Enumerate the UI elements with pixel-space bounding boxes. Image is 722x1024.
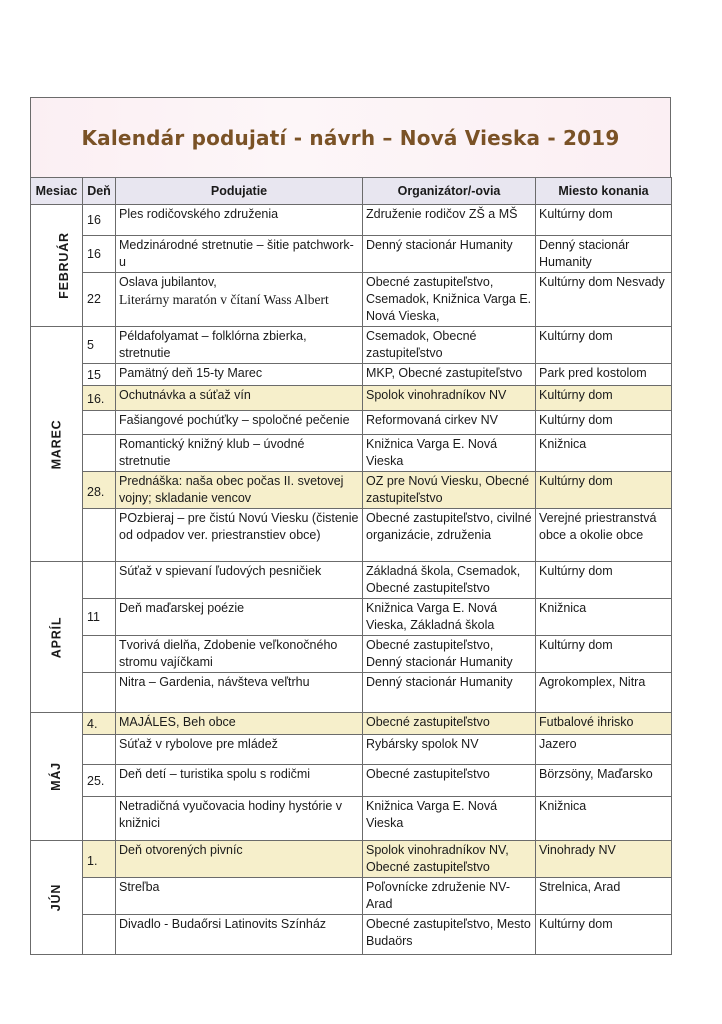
place-cell: Vinohrady NV [536, 841, 672, 878]
organizer-cell: Obecné zastupiteľstvo, Csemadok, Knižnica Varga E. Nová Vieska, [363, 273, 536, 327]
header-day: Deň [83, 178, 116, 205]
event-cell: Deň maďarskej poézie [116, 599, 363, 636]
event-line: Oslava jubilantov, [119, 275, 217, 289]
table-row [31, 205, 672, 236]
organizer-cell: Denný stacionár Humanity [363, 673, 536, 713]
table-row [31, 673, 672, 713]
calendar-page [30, 97, 671, 955]
header-row [31, 178, 672, 205]
month-label: FEBRUÁR [56, 232, 71, 299]
header-organizer: Organizátor/-ovia [363, 178, 536, 205]
event-cell: Nitra – Gardenia, návšteva veľtrhu [116, 673, 363, 713]
table-row-highlighted [31, 713, 672, 735]
month-cell-june [31, 841, 83, 955]
organizer-cell: Knižnica Varga E. Nová Vieska [363, 797, 536, 841]
place-cell: Park pred kostolom [536, 364, 672, 386]
table-row [31, 509, 672, 562]
table-row [31, 273, 672, 327]
header-place: Miesto konania [536, 178, 672, 205]
month-label: JÚN [49, 883, 63, 912]
organizer-cell: OZ pre Novú Viesku, Obecné zastupiteľstvo [363, 472, 536, 509]
month-label: MÁJ [48, 762, 63, 791]
event-cell: Példafolyamat – folklórna zbierka, stretnutie [116, 327, 363, 364]
event-cell: Divadlo - Budaőrsi Latinovits Színház [116, 915, 363, 955]
organizer-cell: Obecné zastupiteľstvo, civilné organizácie, združenia [363, 509, 536, 562]
place-cell: Kultúrny dom [536, 472, 672, 509]
organizer-cell: Obecné zastupiteľstvo, Denný stacionár Humanity [363, 636, 536, 673]
organizer-cell: Obecné zastupiteľstvo [363, 765, 536, 797]
place-cell: Kultúrny dom [536, 205, 672, 236]
day-cell [83, 562, 116, 599]
day-cell [83, 411, 116, 435]
day-cell [83, 797, 116, 841]
page-title: Kalendár podujatí - návrh – Nová Vieska - 2019 [81, 125, 620, 150]
place-cell: Kultúrny dom [536, 636, 672, 673]
event-cell: Tvorivá dielňa, Zdobenie veľkonočného stromu vajíčkami [116, 636, 363, 673]
header-month: Mesiac [31, 178, 83, 205]
day-cell: 15 [83, 364, 116, 386]
event-cell: Fašiangové pochúťky – spoločné pečenie [116, 411, 363, 435]
place-cell: Kultúrny dom [536, 386, 672, 411]
event-cell: POzbieraj – pre čistú Novú Viesku (čistenie od odpadov ver. priestranstiev obce) [116, 509, 363, 562]
day-cell [83, 878, 116, 915]
table-row [31, 327, 672, 364]
organizer-cell: Denný stacionár Humanity [363, 236, 536, 273]
table-row [31, 236, 672, 273]
table-row [31, 364, 672, 386]
event-cell: Romantický knižný klub – úvodné stretnutie [116, 435, 363, 472]
event-cell: Súťaž v spievaní ľudových pesničiek [116, 562, 363, 599]
place-cell: Kultúrny dom [536, 411, 672, 435]
table-row [31, 915, 672, 955]
organizer-cell: Knižnica Varga E. Nová Vieska [363, 435, 536, 472]
day-cell [83, 636, 116, 673]
day-cell [83, 735, 116, 765]
table-row [31, 878, 672, 915]
table-row-highlighted [31, 841, 672, 878]
day-cell [83, 435, 116, 472]
organizer-cell: Reformovaná cirkev NV [363, 411, 536, 435]
day-cell: 4. [83, 713, 116, 735]
place-cell: Jazero [536, 735, 672, 765]
month-cell-may [31, 713, 83, 841]
place-cell: Kultúrny dom Nesvady [536, 273, 672, 327]
table-row [31, 636, 672, 673]
table-row [31, 797, 672, 841]
event-cell: Ples rodičovského združenia [116, 205, 363, 236]
events-table [30, 177, 672, 955]
event-cell [116, 273, 363, 327]
table-row [31, 765, 672, 797]
event-cell: Deň detí – turistika spolu s rodičmi [116, 765, 363, 797]
header-event: Podujatie [116, 178, 363, 205]
place-cell: Denný stacionár Humanity [536, 236, 672, 273]
month-label: MAREC [49, 419, 63, 469]
table-row-highlighted [31, 472, 672, 509]
organizer-cell: Poľovnícke združenie NV-Arad [363, 878, 536, 915]
place-cell: Kultúrny dom [536, 327, 672, 364]
event-cell: Medzinárodné stretnutie – šitie patchwork-u [116, 236, 363, 273]
place-cell: Knižnica [536, 797, 672, 841]
event-cell: Deň otvorených pivníc [116, 841, 363, 878]
day-cell [83, 673, 116, 713]
organizer-cell: Rybársky spolok NV [363, 735, 536, 765]
organizer-cell: Združenie rodičov ZŠ a MŠ [363, 205, 536, 236]
day-cell: 11 [83, 599, 116, 636]
day-cell: 22 [83, 273, 116, 327]
day-cell: 1. [83, 841, 116, 878]
event-line: Literárny maratón v čítaní Wass Albert [119, 292, 329, 307]
event-cell: Netradičná vyučovacia hodiny hystórie v knižnici [116, 797, 363, 841]
table-row [31, 562, 672, 599]
table-row [31, 435, 672, 472]
day-cell [83, 915, 116, 955]
month-label: APRÍL [49, 616, 63, 658]
event-cell: Ochutnávka a súťaž vín [116, 386, 363, 411]
place-cell: Börzsöny, Maďarsko [536, 765, 672, 797]
organizer-cell: Spolok vinohradníkov NV, Obecné zastupiteľstvo [363, 841, 536, 878]
event-cell: Prednáška: naša obec počas II. svetovej vojny; skladanie vencov [116, 472, 363, 509]
table-row-highlighted [31, 386, 672, 411]
place-cell: Knižnica [536, 599, 672, 636]
place-cell: Agrokomplex, Nitra [536, 673, 672, 713]
event-cell: Súťaž v rybolove pre mládež [116, 735, 363, 765]
day-cell: 25. [83, 765, 116, 797]
day-cell: 28. [83, 472, 116, 509]
place-cell: Futbalové ihrisko [536, 713, 672, 735]
organizer-cell: Spolok vinohradníkov NV [363, 386, 536, 411]
organizer-cell: Obecné zastupiteľstvo [363, 713, 536, 735]
event-cell: MAJÁLES, Beh obce [116, 713, 363, 735]
month-cell-april [31, 562, 83, 713]
organizer-cell: Knižnica Varga E. Nová Vieska, Základná škola [363, 599, 536, 636]
event-cell: Pamätný deň 15-ty Marec [116, 364, 363, 386]
month-cell-march [31, 327, 83, 562]
organizer-cell: MKP, Obecné zastupiteľstvo [363, 364, 536, 386]
table-row [31, 411, 672, 435]
event-cell: Streľba [116, 878, 363, 915]
day-cell [83, 509, 116, 562]
place-cell: Strelnica, Arad [536, 878, 672, 915]
organizer-cell: Obecné zastupiteľstvo, Mesto Budaörs [363, 915, 536, 955]
organizer-cell: Základná škola, Csemadok, Obecné zastupiteľstvo [363, 562, 536, 599]
table-row [31, 735, 672, 765]
table-row [31, 599, 672, 636]
place-cell: Kultúrny dom [536, 562, 672, 599]
day-cell: 16 [83, 236, 116, 273]
day-cell: 5 [83, 327, 116, 364]
place-cell: Kultúrny dom [536, 915, 672, 955]
month-cell-february [31, 205, 83, 327]
place-cell: Verejné priestranstvá obce a okolie obce [536, 509, 672, 562]
title-box [30, 97, 671, 177]
organizer-cell: Csemadok, Obecné zastupiteľstvo [363, 327, 536, 364]
day-cell: 16 [83, 205, 116, 236]
place-cell: Knižnica [536, 435, 672, 472]
day-cell: 16. [83, 386, 116, 411]
